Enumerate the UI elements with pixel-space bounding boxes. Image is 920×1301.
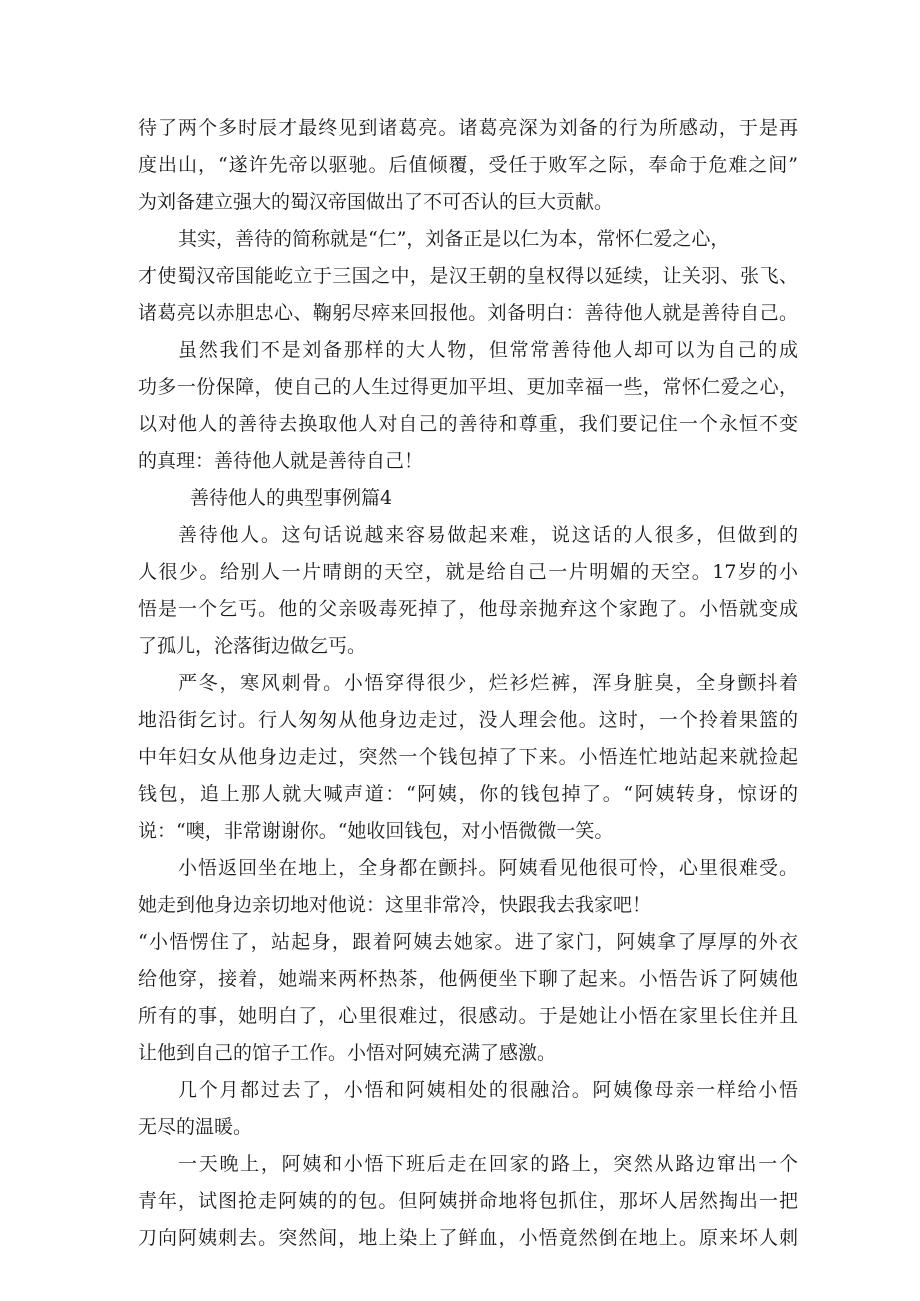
section-heading: 善待他人的典型事例篇4 (190, 487, 393, 509)
text-line: 人很少。给别人一片晴朗的天空，就是给自己一片明媚的天空。17岁的小 (138, 561, 798, 583)
text-line: 无尽的温暖。 (138, 1116, 253, 1138)
text-line: 善待他人。这句话说越来容易做起来难，说这话的人很多，但做到的 (178, 524, 798, 546)
text-line: 中年妇女从他身边走过，突然一个钱包掉了下来。小悟连忙地站起来就捡起 (138, 746, 798, 768)
text-line: 一天晚上，阿姨和小悟下班后走在回家的路上，突然从路边窜出一个 (178, 1153, 798, 1175)
text-line: 小悟返回坐在地上，全身都在颤抖。阿姨看见他很可怜，心里很难受。 (178, 857, 798, 879)
text-line: 为刘备建立强大的蜀汉帝国做出了不可否认的巨大贡献。 (138, 191, 614, 213)
text-line: 给他穿，接着，她端来两杯热茶，他俩便坐下聊了起来。小悟告诉了阿姨他 (138, 968, 798, 990)
text-line: 诸葛亮以赤胆忠心、鞠躬尽瘁来回报他。刘备明白：善待他人就是善待自己。 (138, 302, 798, 324)
text-line: 待了两个多时辰才最终见到诸葛亮。诸葛亮深为刘备的行为所感动，于是再 (138, 117, 798, 139)
text-line: 几个月都过去了，小悟和阿姨相处的很融洽。阿姨像母亲一样给小悟 (178, 1079, 798, 1101)
text-line: 虽然我们不是刘备那样的大人物，但常常善待他人却可以为自己的成 (178, 339, 798, 361)
text-line: 所有的事，她明白了，心里很难过，很感动。于是她让小悟在家里长住并且 (138, 1005, 798, 1027)
text-line: 的真理：善待他人就是善待自己！ (138, 450, 424, 472)
text-line: 刀向阿姨刺去。突然间，地上染上了鲜血，小悟竟然倒在地上。原来坏人刺 (138, 1227, 798, 1249)
text-line: 度出山，“遂许先帝以驱驰。后值倾覆，受任于败军之际，奉命于危难之间” (138, 154, 798, 176)
text-line: 让他到自己的馆子工作。小悟对阿姨充满了感激。 (138, 1042, 557, 1064)
text-line: 严冬，寒风刺骨。小悟穿得很少，烂衫烂裤，浑身脏臭，全身颤抖着 (178, 672, 798, 694)
text-line: 地沿街乞讨。行人匆匆从他身边走过，没人理会他。这时，一个拎着果篮的 (138, 709, 798, 731)
text-line: “小悟愣住了，站起身，跟着阿姨去她家。进了家门，阿姨拿了厚厚的外衣 (138, 931, 798, 953)
text-line: 钱包，追上那人就大喊声道：“阿姨，你的钱包掉了。“阿姨转身，惊讶的 (138, 783, 798, 805)
text-line: 才使蜀汉帝国能屹立于三国之中，是汉王朝的皇权得以延续，让关羽、张飞、 (138, 265, 798, 287)
text-line: 以对他人的善待去换取他人对自己的善待和尊重，我们要记住一个永恒不变 (138, 413, 798, 435)
text-line: 她走到他身边亲切地对他说：这里非常冷，快跟我去我家吧！ (138, 894, 652, 916)
text-line: 了孤儿，沦落街边做乞丐。 (138, 635, 367, 657)
text-line: 悟是一个乞丐。他的父亲吸毒死掉了，他母亲抛弃这个家跑了。小悟就变成 (138, 598, 798, 620)
text-line: 说：“噢，非常谢谢你。“她收回钱包，对小悟微微一笑。 (138, 820, 614, 842)
text-line: 功多一份保障，使自己的人生过得更加平坦、更加幸福一些，常怀仁爱之心， (138, 376, 798, 398)
text-line: 青年，试图抢走阿姨的的包。但阿姨拼命地将包抓住，那坏人居然掏出一把 (138, 1190, 798, 1212)
text-line: 其实，善待的简称就是“仁”，刘备正是以仁为本，常怀仁爱之心， (178, 228, 730, 250)
